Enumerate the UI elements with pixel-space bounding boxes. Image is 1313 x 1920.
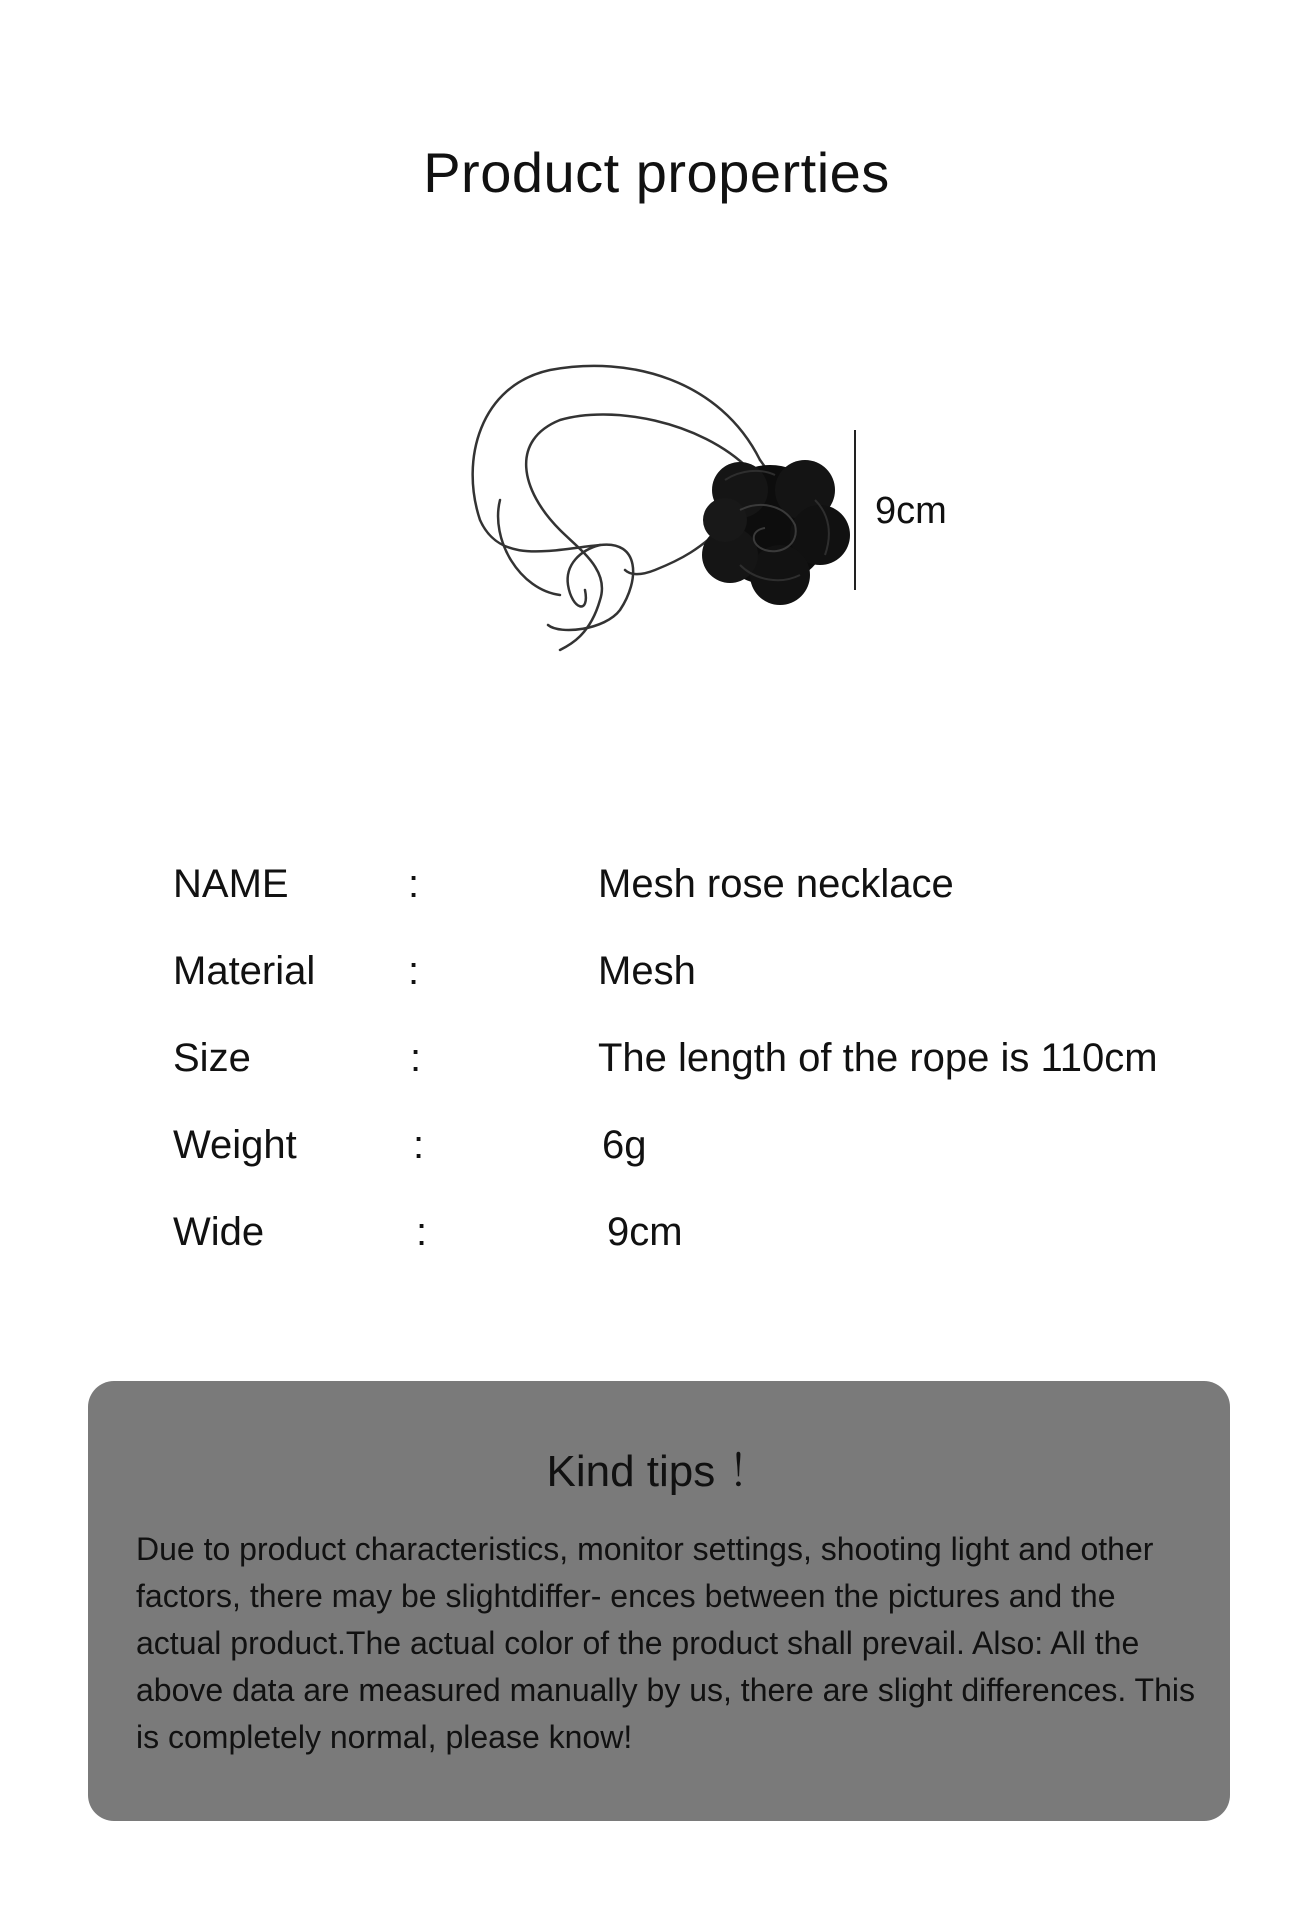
property-colon: : <box>408 862 420 906</box>
page-title: Product properties <box>423 141 890 204</box>
property-row-size <box>173 1036 1273 1096</box>
property-label: NAME <box>173 862 289 906</box>
property-row-wide <box>173 1210 1273 1270</box>
property-colon: : <box>416 1210 428 1254</box>
dimension-label: 9cm <box>875 490 947 532</box>
property-label: Size <box>173 1036 251 1080</box>
property-label: Weight <box>173 1123 297 1167</box>
rose-icon <box>702 460 850 605</box>
property-row-name <box>173 862 1273 922</box>
tips-text: Due to product characteristics, monitor settings, shooting light and other factors, there may be slightdiffer- ences between the pictures and the actual product.The actual color of the product shall prevail. Also: All the above data are measured manually by us, there are slight differences. This is completely normal, please know! <box>136 1531 1195 1755</box>
property-value: Mesh rose necklace <box>598 862 954 906</box>
property-value: The length of the rope is 110cm <box>598 1036 1158 1080</box>
property-label: Material <box>173 949 316 993</box>
property-value: Mesh <box>598 949 696 993</box>
tips-title: Kind tips ！ <box>546 1447 772 1496</box>
property-colon: : <box>408 949 420 993</box>
kind-tips-box <box>88 1381 1230 1821</box>
property-row-material <box>173 949 1273 1009</box>
property-label: Wide <box>173 1210 265 1254</box>
dimension-line <box>854 430 856 590</box>
property-colon: : <box>413 1123 425 1167</box>
property-value: 9cm <box>607 1210 683 1254</box>
property-value: 6g <box>602 1123 647 1167</box>
property-colon: : <box>410 1036 422 1080</box>
property-row-weight <box>173 1123 1273 1183</box>
